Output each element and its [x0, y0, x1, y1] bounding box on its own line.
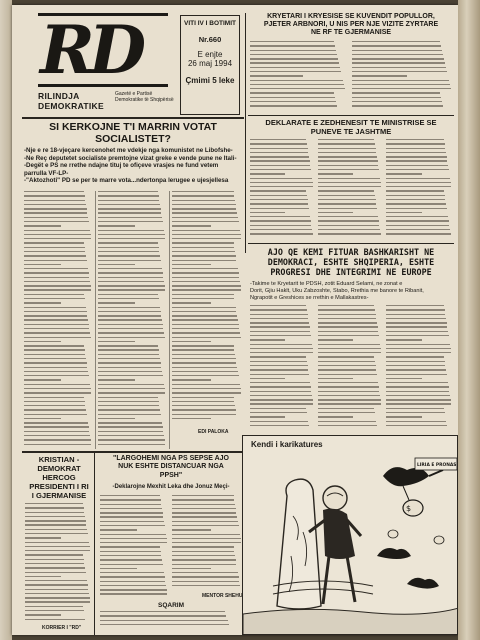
- body-text-kryetari-col2: [352, 41, 452, 113]
- cartoon-title: Kendi i karikatures: [251, 440, 323, 449]
- cartoon-ground: [243, 608, 458, 635]
- brand-line-1: RILINDJA: [38, 91, 80, 101]
- publication-year: VITI IV I BOTIMIT: [184, 20, 236, 27]
- column-divider: [95, 191, 96, 449]
- body-text-kryetari-col1: [250, 41, 346, 113]
- body-text-deklarate-col1: [250, 139, 314, 239]
- headline-kristian: KRISTIAN - DEMOKRAT HERCOG PRESIDENTI I RI I GJERMANISE: [29, 455, 89, 500]
- cartoon-bird-small: [377, 548, 411, 559]
- section-rule: [248, 115, 454, 116]
- cartoon-banner-text: LIRIA E PRONAS: [417, 463, 457, 468]
- masthead-rule: [22, 117, 244, 119]
- organ-text: Gazetë e Partisë Demokratike të Shqipërisë: [115, 91, 174, 103]
- headline-largohemi: "LARGOHEMI NGA PS SEPSE AJO NUK ESHTE DISTANCUAR NGA PPSH": [113, 455, 229, 479]
- column-divider: [245, 13, 246, 253]
- cartoon-man-head: [323, 486, 347, 510]
- right-page-stack: [458, 0, 480, 640]
- byline-votat: EDI PALOKA: [198, 429, 229, 435]
- body-text-sqarim: [100, 611, 242, 631]
- left-page-edge: [0, 0, 12, 640]
- deck-votat: -Nje e re 18-vjeçare kercenohet me vdekje nga komunistet ne Libofshe- -Ne Reç deputetet socialiste premtojne vizat greke e vende pune ne Itali- -Degët e PS ne rrethe ndajne tituj te ofiçeve vrasjes ne fund vetem parrulla VF-LP- -"Aktozhoti" PD se per te marre vota...ndertonpa lerugee e ujesjellesa: [24, 147, 237, 185]
- brand-name: [38, 91, 108, 111]
- body-text-votat-col1: [24, 191, 92, 449]
- byline-kristian: KORRIER I "RD": [42, 625, 82, 631]
- issue-price: Çmimi 5 leke: [185, 76, 235, 85]
- cartoon-coin-bag: [434, 536, 444, 544]
- body-text-kristian: [25, 503, 91, 625]
- column-divider: [94, 451, 95, 635]
- cartoon-man-legs: [323, 556, 355, 604]
- cartoon-bird-legs: [403, 486, 409, 500]
- cartoon-bag-symbol: $: [406, 504, 412, 513]
- brand-line-2: DEMOKRATIKE: [38, 101, 104, 111]
- body-text-deklarate-col2: [318, 139, 382, 239]
- issue-date: E enjte 26 maj 1994: [187, 50, 233, 68]
- cartoon-drawing: [243, 436, 458, 635]
- headline-kemi-fituar: AJO QE KEMI FITUAR BASHKARISHT NE DEMOKRACI, ESHTE SHQIPERIA, ESHTE PROGRESI DHE INTEGRIMI NE EUROPE: [267, 247, 435, 277]
- cartoon-box: [242, 435, 458, 635]
- section-rule: [248, 243, 454, 244]
- headline-kryetari: KRYETARI I KRYESISE SE KUVENDIT POPULLOR, PJETER ARBNORI, U NIS PER NJE VIZITE ZYRTARE NE RF TE GJERMANISE: [263, 13, 439, 36]
- body-text-largohemi-col2: [172, 495, 242, 591]
- cartoon-bird-beak: [429, 470, 443, 476]
- cartoon-man-coat: [323, 509, 355, 559]
- body-text-deklarate-col3: [386, 139, 452, 239]
- body-text-votat-col2: [98, 191, 166, 449]
- issue-info-box: [180, 15, 240, 115]
- rd-logo: [38, 13, 168, 87]
- issue-number: Nr.660: [198, 35, 222, 44]
- cartoon-bird-small: [407, 578, 439, 589]
- headline-sqarim: SQARIM: [158, 602, 184, 609]
- newspaper-page: [12, 5, 458, 635]
- body-text-votat-col3: [172, 191, 242, 425]
- section-rule: [22, 451, 244, 453]
- deck-kemi-fituar: -Takime te Kryetarit te PDSH, zotit Eduard Selami, ne zonat e Dorit, Gjiu Haklt, Uku Zabzoshte, Stabo, Rrethia me banore te Ribanit, Ngrapotit e Greshices se rrethin e Mallakastres-: [250, 281, 424, 301]
- body-text-kemi-fituar-col3: [386, 305, 452, 431]
- column-divider: [169, 191, 170, 449]
- body-text-kemi-fituar-col1: [250, 305, 314, 431]
- body-text-kemi-fituar-col2: [318, 305, 382, 431]
- headline-deklarate: DEKLARATE E ZEDHENESIT TE MINISTRISE SE PUNEVE TE JASHTME: [265, 118, 437, 136]
- body-text-largohemi-col1: [100, 495, 168, 599]
- rd-logo-text: RD: [40, 11, 141, 89]
- cartoon-coin-bag: [388, 530, 398, 538]
- headline-votat: SI KERKOJNE T'I MARRIN VOTAT SOCIALISTET?: [49, 121, 217, 145]
- byline-largohemi: MENTOR SHEHU: [202, 593, 243, 599]
- deck-largohemi: -Deklarojne Mexhit Leka dhe Jonuz Meçi-: [112, 484, 230, 490]
